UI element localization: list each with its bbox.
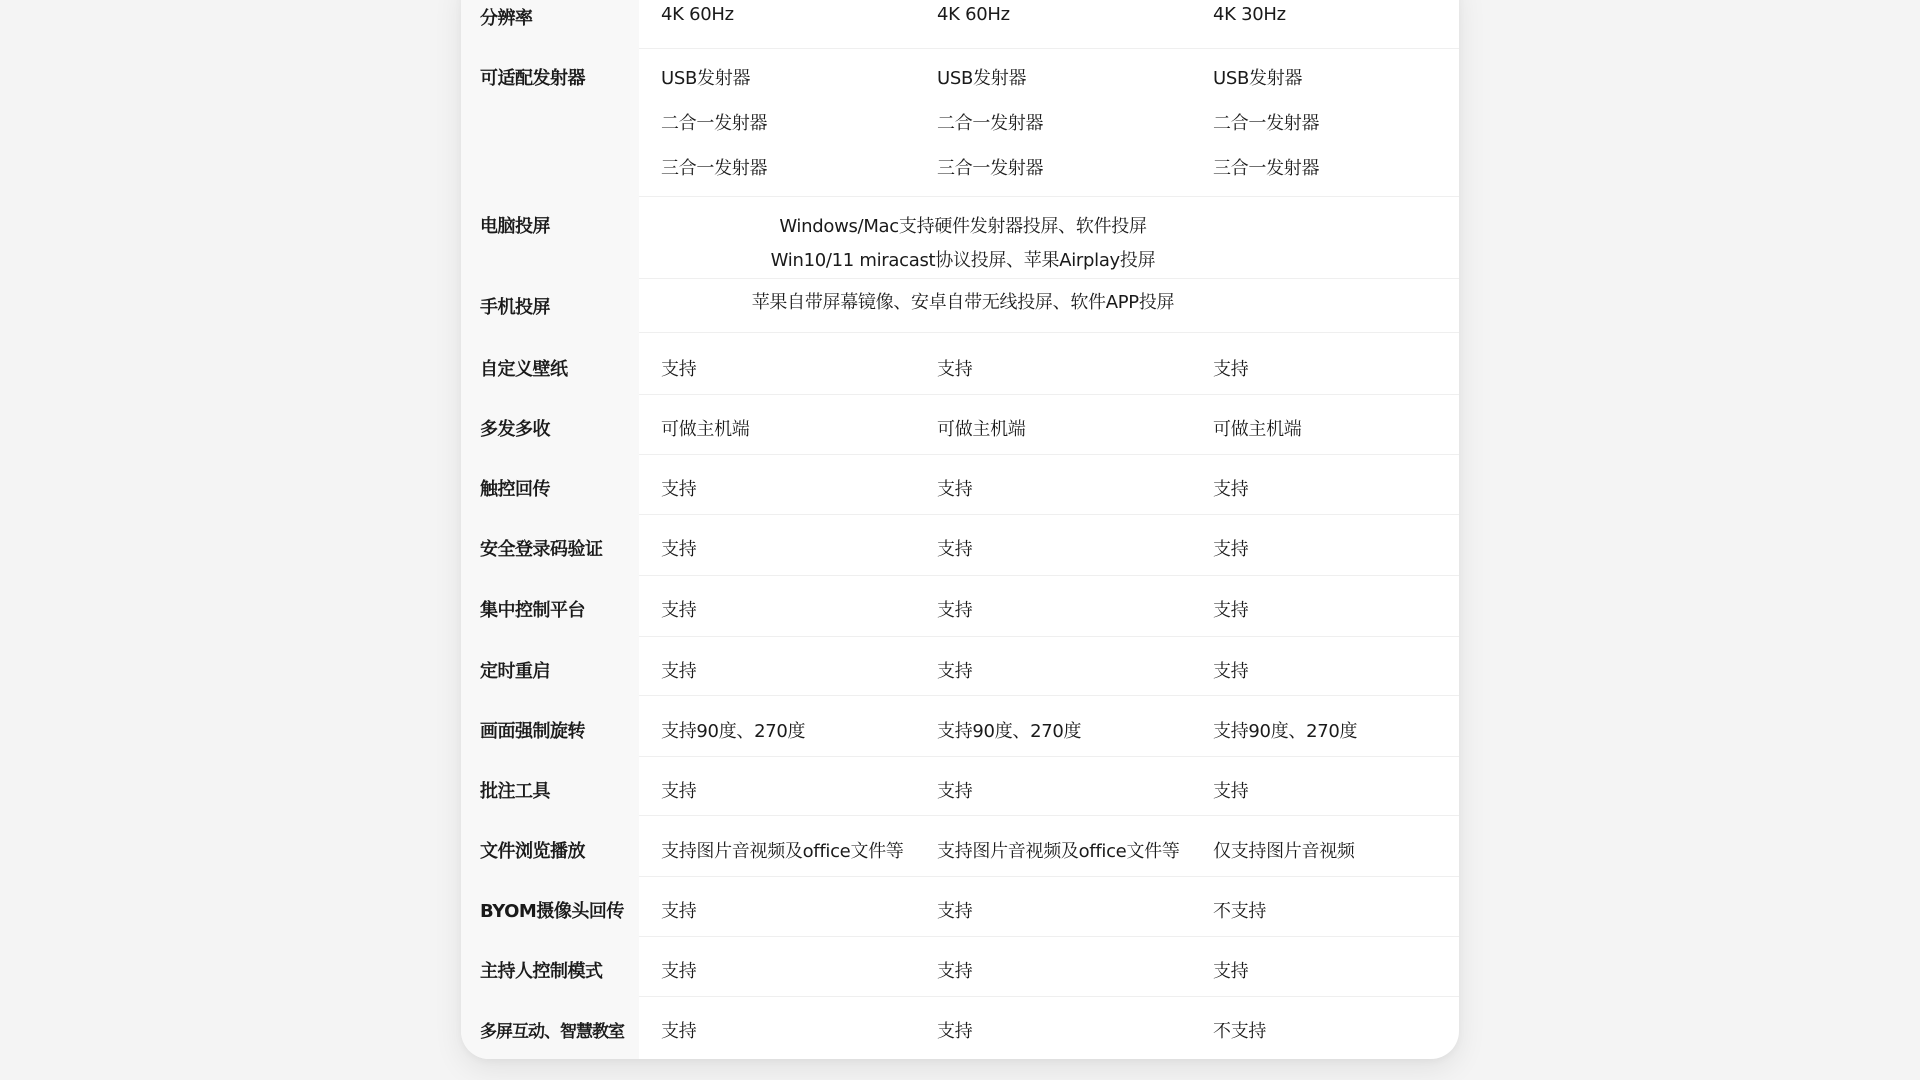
cell-value: 支持图片音视频及office文件等 <box>661 841 904 862</box>
row-label: 主持人控制模式 <box>480 961 603 982</box>
table-row <box>461 395 1459 455</box>
cell-value: USB发射器 <box>937 68 1027 89</box>
row-label: 可适配发射器 <box>480 68 585 89</box>
cell-value: 支持 <box>937 1021 973 1042</box>
table-row <box>461 696 1459 757</box>
cell-value: 可做主机端 <box>661 419 750 440</box>
cell-value: 三合一发射器 <box>1213 158 1320 179</box>
cell-value: 支持 <box>661 1021 697 1042</box>
cell-value: 可做主机端 <box>1213 419 1302 440</box>
table-row <box>461 937 1459 997</box>
cell-value: 4K 30Hz <box>1213 4 1286 25</box>
row-label: 触控回传 <box>480 479 550 500</box>
row-label: 手机投屏 <box>480 297 550 318</box>
merged-cell-value: Windows/Mac支持硬件发射器投屏、软件投屏 <box>779 216 1147 237</box>
table-row <box>461 877 1459 937</box>
table-row <box>461 455 1459 515</box>
row-label: 自定义壁纸 <box>480 359 568 380</box>
row-label: 分辨率 <box>480 8 533 29</box>
cell-value: 支持图片音视频及office文件等 <box>937 841 1180 862</box>
spec-comparison-card <box>461 0 1459 1059</box>
table-row <box>461 637 1459 696</box>
cell-value: 仅支持图片音视频 <box>1213 841 1355 862</box>
cell-value: USB发射器 <box>1213 68 1303 89</box>
table-row <box>461 279 1459 333</box>
row-label: 电脑投屏 <box>480 216 550 237</box>
row-label: BYOM摄像头回传 <box>480 901 624 922</box>
cell-value: 支持 <box>661 661 697 682</box>
cell-value: 支持 <box>937 479 973 500</box>
cell-value: 支持 <box>1213 600 1249 621</box>
cell-value: 支持 <box>937 539 973 560</box>
cell-value: 支持 <box>661 539 697 560</box>
cell-value: 支持90度、270度 <box>661 721 806 742</box>
table-row <box>461 333 1459 395</box>
row-label: 集中控制平台 <box>480 600 585 621</box>
table-row <box>461 49 1459 197</box>
cell-value: USB发射器 <box>661 68 751 89</box>
row-label: 批注工具 <box>480 781 550 802</box>
table-row <box>461 0 1459 49</box>
table-row <box>461 576 1459 637</box>
table-row <box>461 997 1459 1059</box>
cell-value: 支持 <box>661 359 697 380</box>
cell-value: 支持 <box>661 961 697 982</box>
cell-value: 支持 <box>937 661 973 682</box>
cell-value: 不支持 <box>1213 901 1267 922</box>
row-label: 多屏互动、智慧教室 <box>480 1022 624 1042</box>
merged-cell-value: 苹果自带屏幕镜像、安卓自带无线投屏、软件APP投屏 <box>751 292 1175 313</box>
cell-value: 可做主机端 <box>937 419 1026 440</box>
cell-value: 支持 <box>661 479 697 500</box>
cell-value: 支持 <box>1213 781 1249 802</box>
row-label: 文件浏览播放 <box>480 841 585 862</box>
table-row <box>461 197 1459 279</box>
cell-value: 支持 <box>1213 359 1249 380</box>
cell-value: 二合一发射器 <box>661 113 768 134</box>
cell-value: 二合一发射器 <box>1213 113 1320 134</box>
cell-value: 支持 <box>937 901 973 922</box>
table-row <box>461 816 1459 877</box>
cell-value: 支持 <box>661 901 697 922</box>
cell-value: 支持 <box>1213 539 1249 560</box>
row-label: 安全登录码验证 <box>480 539 603 560</box>
cell-value: 三合一发射器 <box>937 158 1044 179</box>
cell-value: 不支持 <box>1213 1021 1267 1042</box>
table-row <box>461 515 1459 576</box>
cell-value: 三合一发射器 <box>661 158 768 179</box>
cell-value: 支持 <box>661 781 697 802</box>
row-label: 多发多收 <box>480 419 550 440</box>
table-row <box>461 757 1459 816</box>
cell-value: 4K 60Hz <box>661 4 734 25</box>
cell-value: 支持 <box>937 961 973 982</box>
cell-value: 支持 <box>1213 961 1249 982</box>
cell-value: 支持90度、270度 <box>937 721 1082 742</box>
row-label: 定时重启 <box>480 661 550 682</box>
merged-cell-value: Win10/11 miracast协议投屏、苹果Airplay投屏 <box>770 250 1156 271</box>
cell-value: 支持 <box>1213 479 1249 500</box>
cell-value: 支持 <box>937 781 973 802</box>
cell-value: 4K 60Hz <box>937 4 1010 25</box>
row-label: 画面强制旋转 <box>480 721 585 742</box>
cell-value: 二合一发射器 <box>937 113 1044 134</box>
cell-value: 支持 <box>937 359 973 380</box>
cell-value: 支持 <box>1213 661 1249 682</box>
cell-value: 支持 <box>661 600 697 621</box>
cell-value: 支持 <box>937 600 973 621</box>
cell-value: 支持90度、270度 <box>1213 721 1358 742</box>
